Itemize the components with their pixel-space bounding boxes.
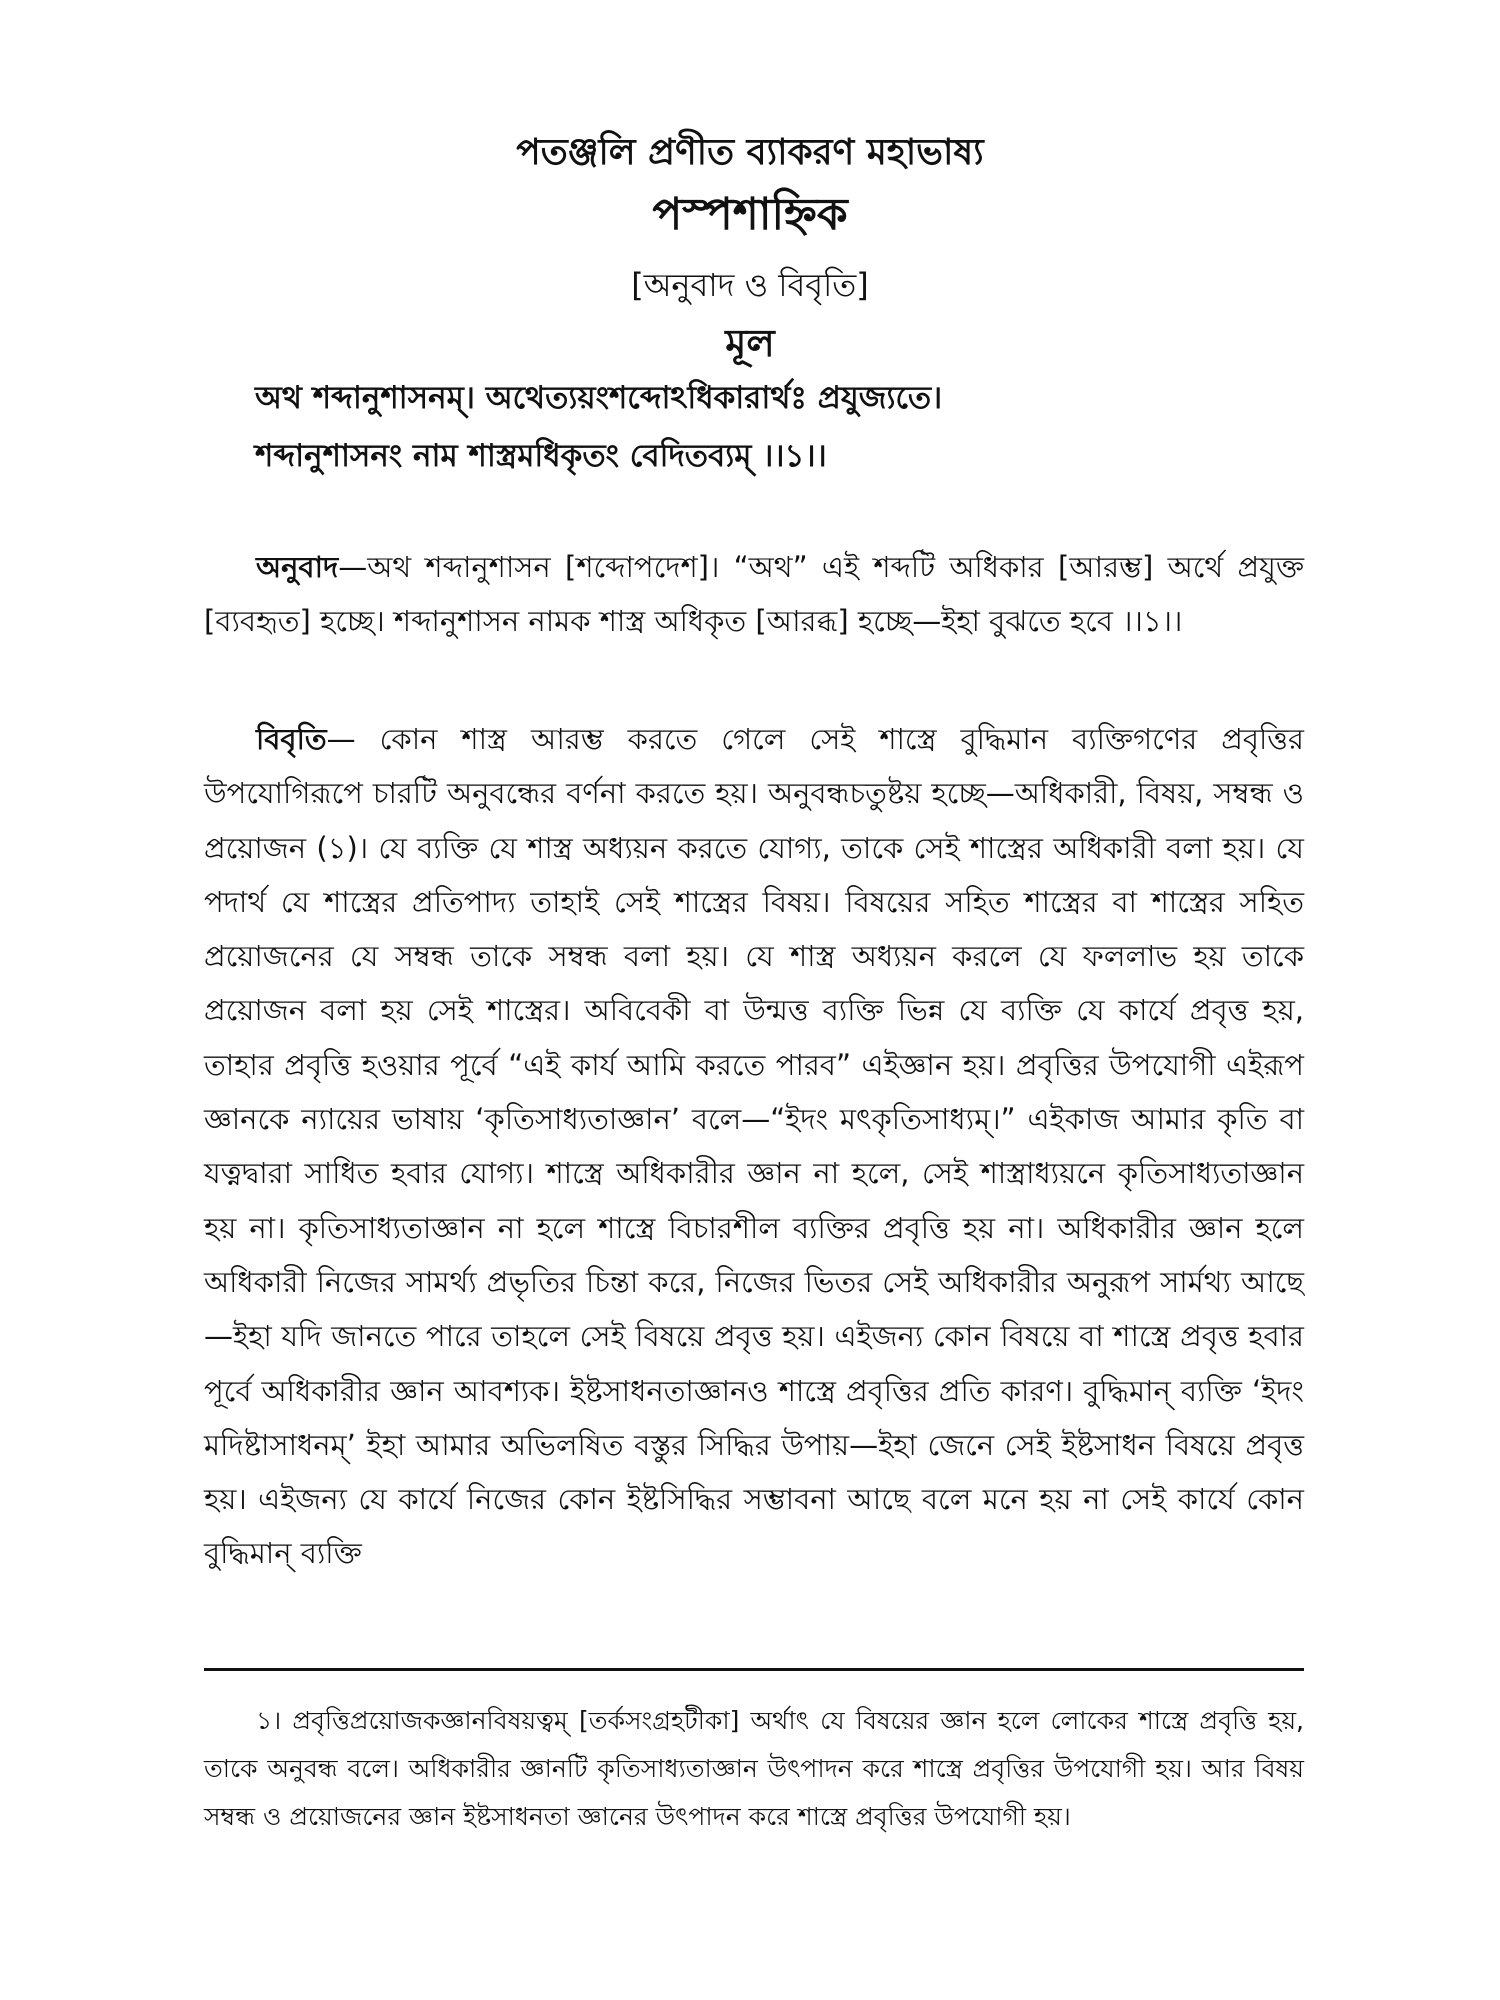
bracket-note: [অনুবাদ ও বিবৃতি] bbox=[631, 266, 869, 304]
anubad-text: —অথ শব্দানুশাসন [শব্দোপদেশ]। “অথ” এই শব্দটি অধিকার [আরম্ভ] অর্থে প্রযুক্ত [ব্যবহৃত] হচ্ছে। শব্দানুশাসন নামক শাস্ত্র অধিকৃত [আরব্ধ] হচ্ছে—ইহা বুঝতে হবে ।।১।। bbox=[204, 550, 1304, 639]
section-heading: মূল bbox=[725, 321, 775, 365]
footnote-divider bbox=[204, 1668, 1304, 1671]
anubad-paragraph bbox=[204, 540, 1304, 649]
mula-line-1: অথ শব্দানুশাসনম্। অথেত্যয়ংশব্দোঽধিকারার্থঃ প্রযুজ্যতে। bbox=[255, 380, 943, 416]
bibriti-paragraph bbox=[204, 712, 1304, 1581]
anubad-label: অনুবাদ bbox=[256, 550, 339, 584]
chapter-title: পস্পশাহ্নিক bbox=[652, 189, 848, 240]
bibriti-label: বিবৃতি bbox=[256, 722, 327, 756]
bibriti-text: — কোন শাস্ত্র আরম্ভ করতে গেলে সেই শাস্ত্রে বুদ্ধিমান ব্যক্তিগণের প্রবৃত্তির উপযোগিরূপে চারটি অনুবন্ধের বর্ণনা করতে হয়। অনুবন্ধচতুষ্টয় হচ্ছে—অধিকারী, বিষয়, সম্বন্ধ ও প্রয়োজন (১)। যে ব্যক্তি যে শাস্ত্র অধ্যয়ন করতে যোগ্য, তাকে সেই শাস্ত্রের অধিকারী বলা হয়। যে পদার্থ যে শাস্ত্রের প্রতিপাদ্য তাহাই সেই শাস্ত্রের বিষয়। বিষয়ের সহিত শাস্ত্রের বা শাস্ত্রের সহিত প্রয়োজনের যে সম্বন্ধ তাকে সম্বন্ধ বলা হয়। যে শাস্ত্র অধ্যয়ন করলে যে ফললাভ হয় তাকে প্রয়োজন বলা হয় সেই শাস্ত্রের। অবিবেকী বা উন্মত্ত ব্যক্তি ভিন্ন যে ব্যক্তি যে কার্যে প্রবৃত্ত হয়, তাহার প্রবৃত্তি হওয়ার পূর্বে “এই কার্য আমি করতে পারব” এইজ্ঞান হয়। প্রবৃত্তির উপযোগী এইরূপ জ্ঞানকে ন্যায়ের ভাষায় ‘কৃতিসাধ্যতাজ্ঞান’ বলে—“ইদং মৎকৃতিসাধ্যম্।” এইকাজ আমার কৃতি বা যত্নদ্বারা সাধিত হবার যোগ্য। শাস্ত্রে অধিকারীর জ্ঞান না হলে, সেই শাস্ত্রাধ্যয়নে কৃতিসাধ্যতাজ্ঞান হয় না। কৃতিসাধ্যতাজ্ঞান না হলে শাস্ত্রে বিচারশীল ব্যক্তির প্রবৃত্তি হয় না। অধিকারীর জ্ঞান হলে অধিকারী নিজের সামর্থ্য প্রভৃতির চিন্তা করে, নিজের ভিতর সেই অধিকারীর অনুরূপ সার্মথ্য আছে—ইহা যদি জানতে পারে তাহলে সেই বিষয়ে প্রবৃত্ত হয়। এইজন্য কোন বিষয়ে বা শাস্ত্রে প্রবৃত্ত হবার পূর্বে অধিকারীর জ্ঞান আবশ্যক। ইষ্টসাধনতাজ্ঞানও শাস্ত্রে প্রবৃত্তির প্রতি কারণ। বুদ্ধিমান্ ব্যক্তি ‘ইদং মদিষ্টাসাধনম্’ ইহা আমার অভিলষিত বস্তুর সিদ্ধির উপায়—ইহা জেনে সেই ইষ্টসাধন বিষয়ে প্রবৃত্ত হয়। এইজন্য যে কার্যে নিজের কোন ইষ্টসিদ্ধির সম্ভাবনা আছে বলে মনে হয় না সেই কার্যে কোন বুদ্ধিমান্ ব্যক্তি bbox=[204, 722, 1304, 1571]
page-title: পতঞ্জলি প্রণীত ব্যাকরণ মহাভাষ্য bbox=[516, 132, 984, 173]
mula-line-2: শব্দানুশাসনং নাম শাস্ত্রমধিকৃতং বেদিতব্যম্ ।।১।। bbox=[255, 438, 827, 474]
footnote: ১। প্রবৃত্তিপ্রয়োজকজ্ঞানবিষয়ত্বম্ [তর্কসংগ্রহটীকা] অর্থাৎ যে বিষয়ের জ্ঞান হলে লোকের শাস্ত্রে প্রবৃত্তি হয়, তাকে অনুবন্ধ বলে। অধিকারীর জ্ঞানটি কৃতিসাধ্যতাজ্ঞান উৎপাদন করে শাস্ত্রে প্রবৃত্তির উপযোগী হয়। আর বিষয় সম্বন্ধ ও প্রয়োজনের জ্ঞান ইষ্টসাধনতা জ্ঞানের উৎপাদন করে শাস্ত্রে প্রবৃত্তির উপযোগী হয়। bbox=[204, 1706, 1304, 1831]
